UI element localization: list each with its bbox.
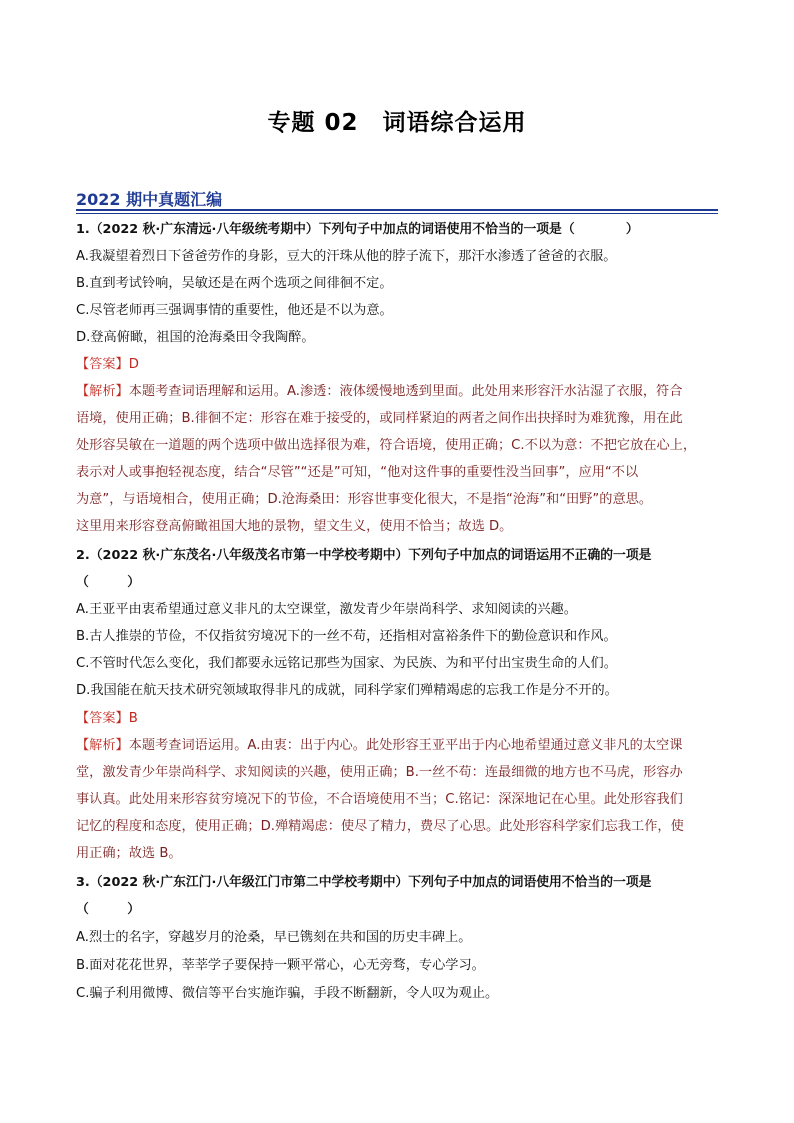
question-2-explanation-line: 堂，激发青少年崇尚科学、求知阅读的兴趣，使用正确；B.一丝不苟：连最细微的地方也不马虎，形容办: [76, 765, 683, 780]
question-1-explanation-line: 语境，使用正确；B.徘徊不定：形容在难于接受的，或同样紧迫的两者之间作出抉择时为难犹豫，用在此: [76, 411, 683, 426]
question-3-answer-blank: （ ）: [76, 902, 140, 917]
question-2-explanation-line: 用正确；故选 B。: [76, 846, 182, 861]
explanation-text: 本题考查词语理解和运用。A.渗透：液体缓慢地透到里面。此处用来形容汗水沾湿了衣服，符合: [128, 384, 683, 399]
explanation-tag: 【解析】: [76, 738, 129, 753]
page-title: 专题 02 词语综合运用: [267, 110, 527, 136]
question-3-option-b: B.面对花花世界，莘莘学子要保持一颗平常心，心无旁骛，专心学习。: [76, 958, 485, 973]
explanation-text: 本题考查词语运用。A.由衷：出于内心。此处形容王亚平出于内心地希望通过意义非凡的太空课: [128, 738, 683, 753]
section-heading: [76, 187, 718, 211]
question-1-explanation-line: 为意”，与语境相合，使用正确；D.沧海桑田：形容世事变化很大，不是指“沧海”和“田野”的意思。: [76, 492, 653, 507]
question-1-explanation-line: 表示对人或事抱轻视态度，结合“尽管”“还是”可知，“他对这件事的重要性没当回事”，应用“不以: [76, 465, 639, 480]
question-3-stem: 3.（2022 秋·广东江门·八年级江门市第二中学校考期中）下列句子中加点的词语使用不恰当的一项是: [76, 875, 652, 890]
question-2-option-b: B.古人推崇的节俭，不仅指贫穷境况下的一丝不苟，还指相对富裕条件下的勤俭意识和作风。: [76, 629, 617, 644]
question-3-option-a: A.烈士的名字，穿越岁月的沧桑，早已镌刻在共和国的历史丰碑上。: [76, 930, 472, 945]
question-2-answer: [76, 710, 726, 728]
explanation-tag: 【解析】: [76, 384, 129, 399]
question-1-stem: 1.（2022 秋·广东清远·八年级统考期中）下列句子中加点的词语使用不恰当的一项是（ ）: [76, 222, 639, 237]
question-2-explanation-line: 事认真。此处用来形容贫穷境况下的节俭，不合语境使用不当；C.铭记：深深地记在心里。此处形容我们: [76, 792, 683, 807]
answer-tag: 【答案】: [76, 711, 129, 726]
question-1-option-d: D.登高俯瞰，祖国的沧海桑田令我陶醉。: [76, 330, 315, 345]
question-1-explanation-line: 这里用来形容登高俯瞰祖国大地的景物，望文生义，使用不恰当；故选 D。: [76, 519, 513, 534]
question-3-option-c: C.骗子利用微博、微信等平台实施诈骗，手段不断翻新，令人叹为观止。: [76, 986, 499, 1001]
answer-value: B: [128, 711, 138, 726]
question-1-option-b: B.直到考试铃响，吴敏还是在两个选项之间徘徊不定。: [76, 276, 393, 291]
question-1-option-c: C.尽管老师再三强调事情的重要性，他还是不以为意。: [76, 303, 393, 318]
question-1-explanation-line: 处形容吴敏在一道题的两个选项中做出选择很为难，符合语境，使用正确；C.不以为意：不把它放在心上，: [76, 438, 697, 453]
question-1-answer: [76, 356, 726, 374]
question-2-option-d: D.我国能在航天技术研究领域取得非凡的成就，同科学家们殚精竭虑的忘我工作是分不开的。: [76, 683, 618, 698]
question-2-option-c: C.不管时代怎么变化，我们都要永远铭记那些为国家、为民族、为和平付出宝贵生命的人们。: [76, 656, 617, 671]
section-heading-label: 2022 期中真题汇编: [76, 190, 223, 209]
question-2-explanation-line: [76, 737, 726, 755]
question-1-option-a: A.我凝望着烈日下爸爸劳作的身影，豆大的汗珠从他的脖子流下，那汗水渗透了爸爸的衣服。: [76, 249, 617, 264]
question-2-stem: 2.（2022 秋·广东茂名·八年级茂名市第一中学校考期中）下列句子中加点的词语运用不正确的一项是: [76, 548, 652, 563]
question-2-answer-blank: （ ）: [76, 575, 140, 590]
question-1-explanation-line: [76, 383, 726, 401]
question-2-explanation-line: 记忆的程度和态度，使用正确；D.殚精竭虑：使尽了精力，费尽了心思。此处形容科学家们忘我工作，使: [76, 819, 684, 834]
answer-value: D: [128, 357, 139, 372]
answer-tag: 【答案】: [76, 357, 129, 372]
question-2-option-a: A.王亚平由衷希望通过意义非凡的太空课堂，激发青少年崇尚科学、求知阅读的兴趣。: [76, 602, 577, 617]
